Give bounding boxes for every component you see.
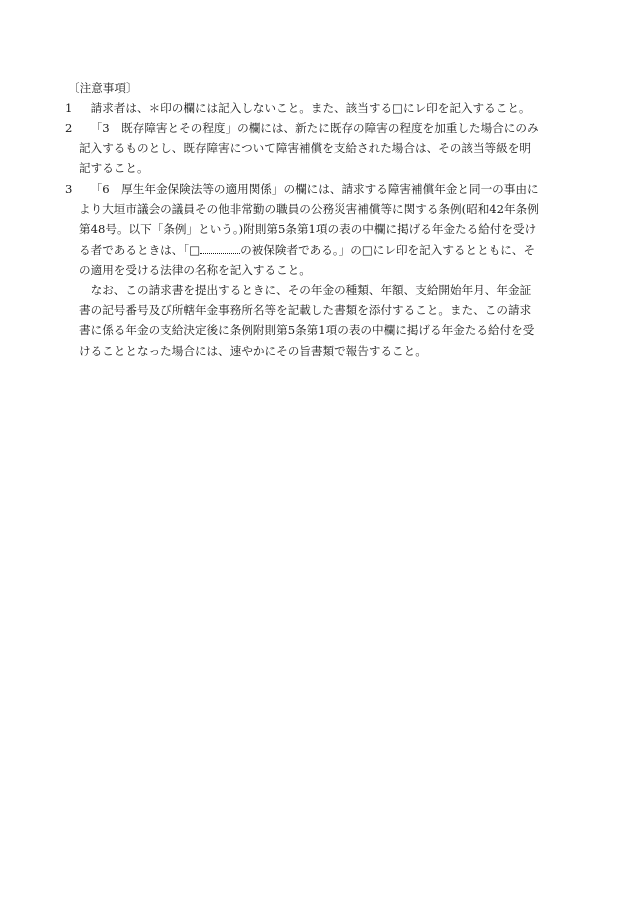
note-text: 請求者は、＊印の欄には記入しないこと。また、該当する□にレ印を記入すること。 [90,101,531,115]
notes-heading: 〔注意事項〕 [68,81,138,95]
note-text: 「3 既存障害とその程度」の欄には、新たに既存の障害の程度を加重した場合にのみ記入するものとし、既存障害について障害補償を支給された場合は、その該当等級を明記すること。 [79,121,539,176]
note-supplement: なお、この請求書を提出するときに、その年金の種類、年額、支給開始年月、年金証書の記号番号及び所轄年金事務所名等を記載した書類を添付すること。また、この請求書に係る年金の支給決定後に条例附則第5条第1項の表の中欄に掲げる年金たる給付を受けることとなった場合には、速やかにその旨書類で報告すること。 [79,283,535,358]
note-text-after-blank: の被保険者である。」の□にレ印を記入するとともに、その適用を受ける法律の名称を記入すること。 [79,242,536,277]
note-item-1 [65,98,541,118]
note-item-2 [65,118,541,179]
note-text [79,179,541,280]
note-text-before-blank: 「6 厚生年金保険法等の適用関係」の欄には、請求する障害補償年金と同一の事由により大垣市議会の議員その他非常勤の職員の公務災害補償等に関する条例(昭和42年条例第48号。以下「条例」という。)附則第5条第1項の表の中欄に掲げる年金たる給付を受ける者であるときは、「□ [79,182,539,257]
note-number: 1 [65,101,73,115]
note-number: 2 [65,121,73,135]
note-number: 3 [65,182,73,196]
note-item-3 [65,179,541,361]
law-name-blank [200,243,240,254]
